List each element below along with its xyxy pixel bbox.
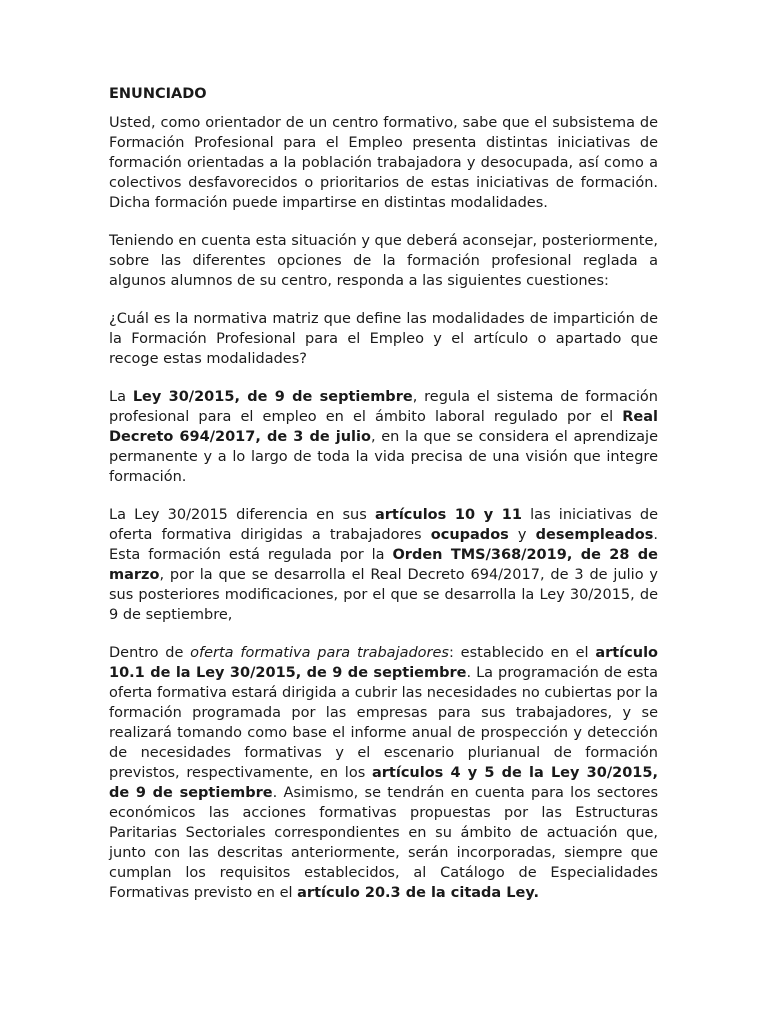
text-segment: ¿Cuál es la normativa matriz que define las modalidades de impartición de la Formación Profesional para el Empleo y el artículo o apartado que recoge estas modalidades?	[109, 311, 658, 367]
text-segment: La	[109, 389, 133, 405]
bold-text: artículos 10 y 11	[374, 507, 522, 523]
text-segment: Usted, como orientador de un centro formativo, sabe que el subsistema de Formación Profesional para el Empleo presenta distintas iniciativas de formación orientadas a la población trabajadora y desocupada, así como a colectivos desfavorecidos o prioritarios de estas iniciativas de formación. Dicha formación puede impartirse en distintas modalidades.	[109, 115, 658, 211]
bold-text: desempleados	[535, 527, 654, 543]
paragraph	[109, 387, 658, 487]
text-segment: Teniendo en cuenta esta situación y que deberá aconsejar, posteriormente, sobre las diferentes opciones de la formación profesional reglada a algunos alumnos de su centro, responda a las siguientes cuestiones:	[109, 233, 658, 289]
bold-text: ocupados	[430, 527, 509, 543]
bold-text: artículo 20.3 de la citada Ley.	[297, 885, 539, 901]
text-segment: La Ley 30/2015 diferencia en sus	[109, 507, 375, 523]
paragraph	[109, 113, 658, 213]
paragraph	[109, 505, 658, 625]
paragraph	[109, 309, 658, 369]
bold-text: Real Decreto 694/2017, de 3 de julio	[109, 409, 658, 445]
bold-text: Orden TMS/368/2019, de 28 de marzo	[109, 547, 658, 583]
document-page	[109, 84, 658, 921]
bold-text: artículo 10.1 de la Ley 30/2015, de 9 de septiembre	[109, 645, 658, 681]
paragraph	[109, 231, 658, 291]
text-segment: . Asimismo, se tendrán en cuenta para los sectores económicos las acciones formativas propuestas por las Estructuras Paritarias Sectoriales correspondientes en su ámbito de actuación que, junto con las descritas anteriormente, serán incorporadas, siempre que cumplan los requisitos establecidos, al Catálogo de Especialidades Formativas previsto en el	[109, 785, 658, 901]
document-heading: ENUNCIADO	[109, 86, 207, 102]
bold-text: Ley 30/2015, de 9 de septiembre	[132, 389, 413, 405]
text-segment: , por la que se desarrolla el Real Decreto 694/2017, de 3 de julio y sus posteriores modificaciones, por el que se desarrolla la Ley 30/2015, de 9 de septiembre,	[109, 567, 658, 623]
italic-text: oferta formativa para trabajadores	[190, 645, 449, 661]
text-segment: y	[508, 527, 536, 543]
bold-text: artículos 4 y 5 de la Ley 30/2015, de 9 de septiembre	[109, 765, 658, 801]
text-segment: : establecido en el	[449, 645, 596, 661]
text-segment: las iniciativas de oferta formativa dirigidas a trabajadores	[109, 507, 658, 543]
text-segment: , en la que se considera el aprendizaje permanente y a lo largo de toda la vida precisa de una visión que integre formación.	[109, 429, 659, 485]
document-body	[109, 113, 658, 903]
text-segment: . La programación de esta oferta formativa estará dirigida a cubrir las necesidades no cubiertas por la formación programada por las empresas para sus trabajadores, y se realizará tomando como base el informe anual de prospección y detección de necesidades formativas y el escenario plurianual de formación previstos, respectivamente, en los	[109, 665, 658, 781]
paragraph	[109, 643, 658, 903]
text-segment: . Esta formación está regulada por la	[109, 527, 659, 563]
text-segment: Dentro de	[109, 645, 191, 661]
text-segment: , regula el sistema de formación profesional para el empleo en el ámbito laboral regulado por el	[109, 389, 658, 425]
